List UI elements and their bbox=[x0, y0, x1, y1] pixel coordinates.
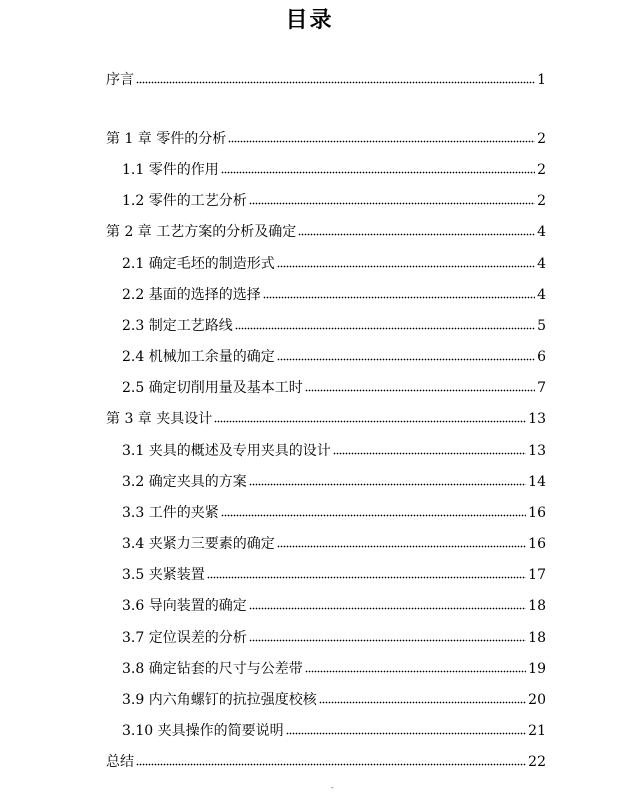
toc-entry-label: 1.1 零件的作用 bbox=[122, 162, 219, 178]
toc-entry-page: 21 bbox=[528, 723, 546, 739]
toc-entry-chapter-3[interactable] bbox=[106, 408, 546, 430]
toc-entry-label: 3.5 夹紧装置 bbox=[122, 567, 205, 583]
toc-entry-page: 19 bbox=[528, 661, 546, 677]
toc-entry-chapter-1[interactable] bbox=[106, 128, 546, 150]
toc-entry-label: 3.10 夹具操作的简要说明 bbox=[122, 723, 284, 739]
dot-leader bbox=[277, 534, 526, 548]
dot-leader bbox=[221, 503, 526, 517]
toc-entry-3-1[interactable] bbox=[122, 440, 546, 462]
toc-entry-page: 5 bbox=[537, 318, 546, 334]
dot-leader bbox=[298, 222, 535, 236]
toc-entry-label: 2.1 确定毛坯的制造形式 bbox=[122, 256, 275, 272]
toc-entry-label: 总结 bbox=[106, 754, 134, 770]
toc-entry-label: 第 1 章 零件的分析 bbox=[106, 131, 227, 147]
toc-entry-label: 3.2 确定夹具的方案 bbox=[122, 474, 247, 490]
toc-entry-page: 6 bbox=[537, 349, 546, 365]
dot-leader bbox=[235, 316, 535, 330]
dot-leader bbox=[277, 254, 535, 268]
dot-leader bbox=[305, 378, 535, 392]
dot-leader bbox=[228, 129, 535, 143]
dot-leader bbox=[136, 752, 526, 766]
toc-entry-chapter-2[interactable] bbox=[106, 221, 546, 243]
toc-entry-label: 2.2 基面的选择的选择 bbox=[122, 287, 261, 303]
toc-entry-3-4[interactable] bbox=[122, 533, 546, 555]
toc-entry-page: 16 bbox=[528, 505, 546, 521]
dot-leader bbox=[319, 690, 526, 704]
toc-entry-3-5[interactable] bbox=[122, 564, 546, 586]
toc-entry-3-6[interactable] bbox=[122, 595, 546, 617]
toc-entry-page: 18 bbox=[528, 598, 546, 614]
toc-entry-page: 18 bbox=[528, 630, 546, 646]
toc-entry-3-2[interactable] bbox=[122, 471, 546, 493]
toc-entry-page: 7 bbox=[537, 380, 546, 396]
toc-entry-3-8[interactable] bbox=[122, 658, 546, 680]
toc-entry-label: 第 3 章 夹具设计 bbox=[106, 411, 213, 427]
dot-leader bbox=[136, 70, 535, 84]
toc-entry-label: 3.8 确定钻套的尺寸与公差带 bbox=[122, 661, 303, 677]
toc-entry-label: 3.3 工件的夹紧 bbox=[122, 505, 219, 521]
toc-title: 目录 bbox=[285, 8, 334, 33]
toc-entry-label: 序言 bbox=[106, 72, 134, 88]
toc-entry-label: 2.3 制定工艺路线 bbox=[122, 318, 233, 334]
toc-entry-page: 16 bbox=[528, 536, 546, 552]
dot-leader bbox=[263, 285, 535, 299]
dot-leader bbox=[214, 409, 526, 423]
toc-entry-2-3[interactable] bbox=[122, 315, 546, 337]
dot-leader bbox=[305, 659, 526, 673]
toc-entry-1-1[interactable] bbox=[122, 159, 546, 181]
toc-entry-page: 20 bbox=[528, 692, 546, 708]
dot-leader bbox=[207, 565, 526, 579]
toc-entry-page: 4 bbox=[537, 224, 546, 240]
toc-entry-2-2[interactable] bbox=[122, 284, 546, 306]
toc-entry-label: 第 2 章 工艺方案的分析及确定 bbox=[106, 224, 297, 240]
toc-entry-label: 2.5 确定切削用量及基本工时 bbox=[122, 380, 303, 396]
toc-entry-2-4[interactable] bbox=[122, 346, 546, 368]
toc-entry-2-1[interactable] bbox=[122, 253, 546, 275]
toc-entry-page: 2 bbox=[537, 131, 546, 147]
toc-entry-page: 2 bbox=[537, 162, 546, 178]
toc-entry-label: 3.6 导向装置的确定 bbox=[122, 598, 247, 614]
dot-leader bbox=[333, 441, 526, 455]
toc-entry-1-2[interactable] bbox=[122, 190, 546, 212]
toc-entry-summary[interactable] bbox=[106, 751, 546, 773]
toc-entry-preface[interactable] bbox=[106, 69, 546, 91]
toc-entry-page: 4 bbox=[537, 256, 546, 272]
toc-entry-3-10[interactable] bbox=[122, 720, 546, 742]
dot-leader bbox=[249, 191, 535, 205]
toc-entry-3-3[interactable] bbox=[122, 502, 546, 524]
dot-leader bbox=[249, 628, 526, 642]
toc-entry-page: 13 bbox=[528, 411, 546, 427]
toc-entry-label: 3.7 定位误差的分析 bbox=[122, 630, 247, 646]
toc-entry-page: 4 bbox=[537, 287, 546, 303]
dot-leader bbox=[249, 472, 526, 486]
page-footer-mark: - bbox=[331, 783, 334, 792]
toc-entry-page: 1 bbox=[537, 72, 546, 88]
toc-entry-3-7[interactable] bbox=[122, 627, 546, 649]
dot-leader bbox=[221, 160, 535, 174]
dot-leader bbox=[249, 596, 526, 610]
toc-entry-label: 3.4 夹紧力三要素的确定 bbox=[122, 536, 275, 552]
toc-entry-page: 13 bbox=[528, 443, 546, 459]
dot-leader bbox=[277, 347, 535, 361]
toc-entry-page: 14 bbox=[528, 474, 546, 490]
dot-leader bbox=[286, 721, 527, 735]
toc-entry-label: 3.1 夹具的概述及专用夹具的设计 bbox=[122, 443, 331, 459]
toc-entry-label: 2.4 机械加工余量的确定 bbox=[122, 349, 275, 365]
toc-entry-page: 22 bbox=[528, 754, 546, 770]
toc-entry-2-5[interactable] bbox=[122, 377, 546, 399]
toc-entry-label: 1.2 零件的工艺分析 bbox=[122, 193, 247, 209]
toc-entry-page: 2 bbox=[537, 193, 546, 209]
toc-entry-label: 3.9 内六角螺钉的抗拉强度校核 bbox=[122, 692, 317, 708]
toc-entry-page: 17 bbox=[528, 567, 546, 583]
toc-entry-3-9[interactable] bbox=[122, 689, 546, 711]
